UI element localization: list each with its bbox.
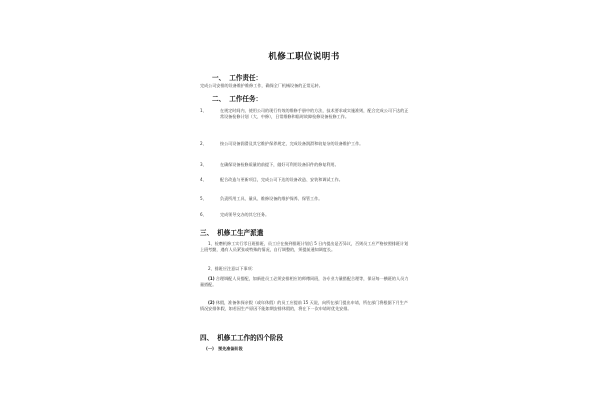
task-text: 负责所用工具、量具、维修设备的维护保养、保管工作。	[220, 196, 323, 201]
section-title: 工作责任：	[229, 74, 263, 82]
clause-text: 休假，准备休探亲假（或年休假）的员工应提前 15 天说，向所在部门提出申请，所在部门将根据下月生产情况安排休假，如若因生产原因不能如期安排休假的，将在下一次申请时优先安排。	[200, 300, 408, 312]
section-number: 二、	[212, 95, 226, 103]
task-number: 3、	[200, 162, 207, 167]
subheading-label: (一)	[206, 346, 214, 351]
clause-text: 合理调配人员搭配，如新进员工必须安排相应的师傅同班，各专业力量搭配合理等，保证每一横班的人员力量搭配。	[200, 276, 409, 288]
task-text: 在规定时间内，使用公司的现行有效的维修手册中的方法，技术要求或实施准则，配合完成公司下达的正常设备检修计划（大、中修），日常维修和临时故障检修设备检修工作。	[220, 108, 409, 120]
section-heading-tasks	[212, 93, 262, 103]
section-title: 工作任务：	[229, 95, 263, 103]
task-number: 4、	[200, 177, 207, 182]
dispatch-paragraph-2: 2、排班应注意以下事项：	[208, 266, 256, 271]
section-heading-responsibility	[212, 72, 262, 82]
task-number: 5、	[200, 196, 207, 201]
task-number: 6、	[200, 212, 207, 217]
task-number: 2、	[200, 141, 207, 146]
task-text: 在确保设备检修质量的前提下，做好可利用设备旧件的修复利用。	[220, 162, 339, 167]
section-heading-dispatch	[200, 227, 263, 237]
clause-label: (2)	[208, 300, 215, 305]
dispatch-paragraph-4	[200, 300, 410, 313]
responsibility-text: 完成公司安排的设备维护维修工作，确保全厂机械设备的正常运转。	[200, 83, 323, 88]
phase-subheading	[206, 346, 406, 352]
document-title: 机修工职位说明书	[268, 52, 340, 62]
dispatch-paragraph-3	[200, 276, 410, 289]
section-number: 三、	[200, 229, 214, 237]
section-heading-phases	[200, 332, 283, 342]
subheading-text: 预先准备阶段	[218, 346, 243, 351]
section-title: 机修工生产派遣	[217, 229, 264, 237]
section-number: 一、	[212, 74, 226, 82]
clause-label: (1)	[208, 276, 215, 281]
task-number: 1、	[200, 108, 207, 113]
task-text: 按公司设备润滑及其它维护保养规定，完成设备润滑和较复杂的设备维护工作。	[220, 141, 364, 146]
document-page	[198, 44, 410, 396]
section-title: 机修工工作的四个阶段	[217, 334, 284, 342]
section-number: 四、	[200, 334, 214, 342]
dispatch-paragraph-1: 1、检磨机修工实行零日班排班，员工应在接到排班计划后 5 日内提出是否异议，否则员工应严格按照排班计划上班考勤，遇有人员紧张或特殊的情况，自行调整的，须提前通知调度长。	[200, 241, 409, 253]
task-text: 配合改造与更新项目，完成公司下达的设备改造、安装和调试工作。	[220, 177, 343, 182]
task-text: 完成领导交办的其它任务。	[220, 212, 270, 217]
